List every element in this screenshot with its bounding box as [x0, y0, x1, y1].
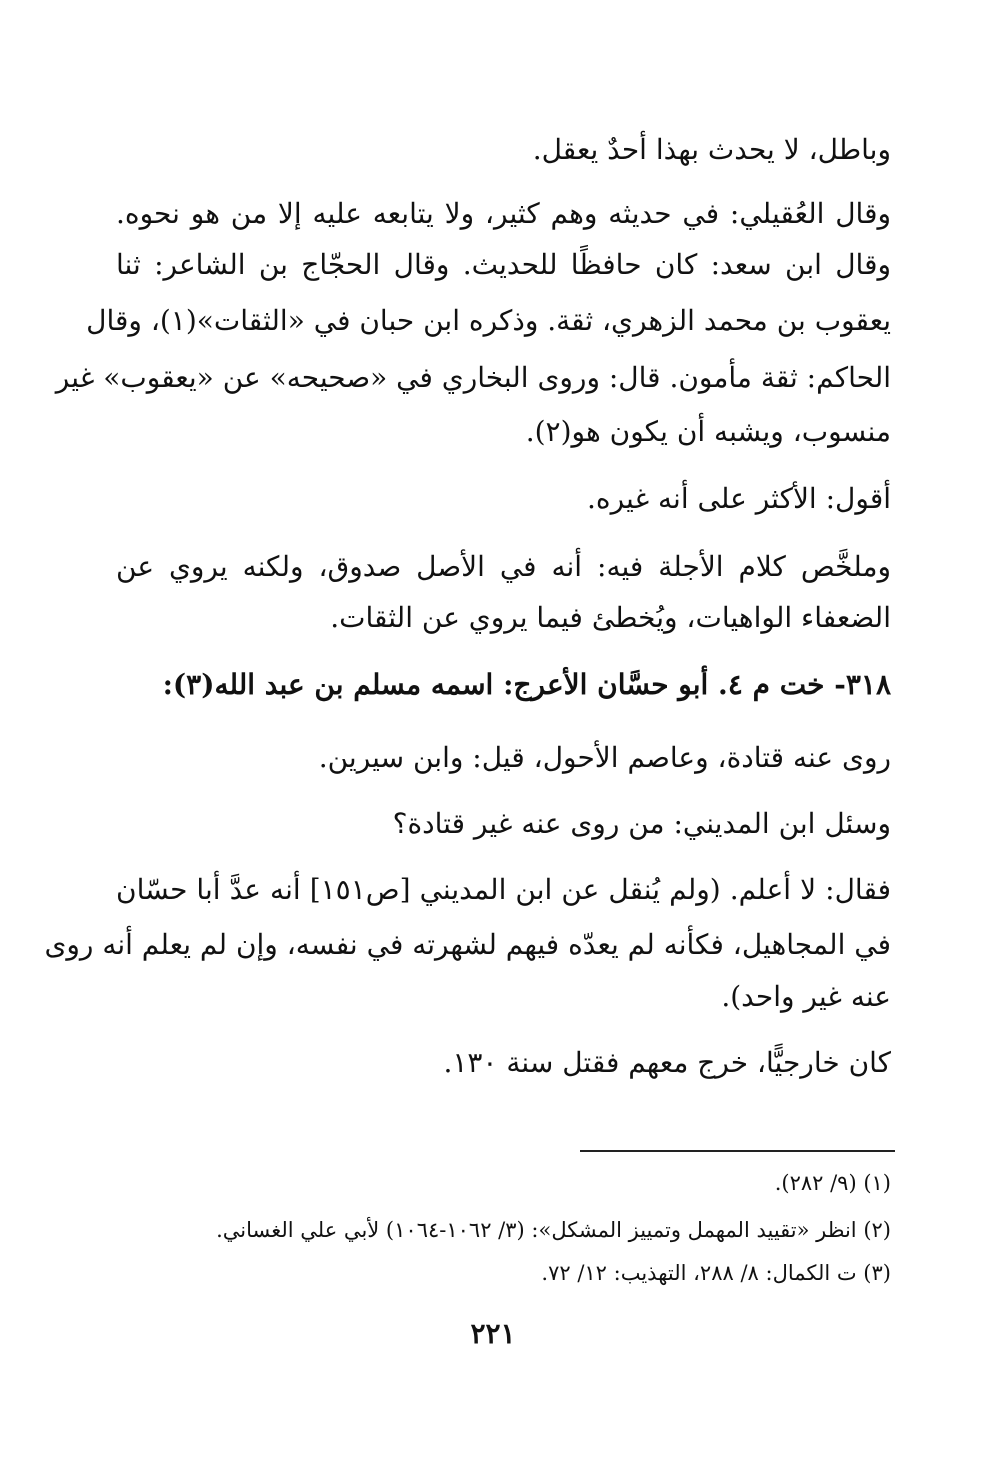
footnote-1: (١) (٩/ ٢٨٢). [774, 1171, 891, 1195]
entry-heading: ٣١٨- خت م ٤. أبو حسَّان الأعرج: اسمه مسلم بن عبد الله(٣): [162, 668, 891, 701]
text-line-14: في المجاهيل، فكأنه لم يعدّه فيهم لشهرته في نفسه، وإن لم يعلم أنه روى [44, 928, 891, 961]
footnote-separator [580, 1150, 895, 1152]
text-line-5: الحاكم: ثقة مأمون. قال: وروى البخاري في «صحيحه» عن «يعقوب» غير [55, 361, 891, 394]
text-line-12: وسئل ابن المديني: من روى عنه غير قتادة؟ [392, 807, 891, 840]
text-line-4: يعقوب بن محمد الزهري، ثقة. وذكره ابن حبان في «الثقات»(١)، وقال [86, 304, 891, 337]
footnote-2: (٢) انظر «تقييد المهمل وتمييز المشكل»: (٣/ ١٠٦٢-١٠٦٤) لأبي علي الغساني. [216, 1218, 891, 1242]
text-line-3: وقال ابن سعد: كان حافظًا للحديث. وقال الحجّاج بن الشاعر: ثنا [116, 248, 891, 281]
text-line-2: وقال العُقيلي: في حديثه وهم كثير، ولا يتابعه عليه إلا من هو نحوه. [116, 197, 891, 230]
text-line-16: كان خارجيًّا، خرج معهم فقتل سنة ١٣٠. [443, 1046, 891, 1079]
text-line-8: وملخَّص كلام الأجلة فيه: أنه في الأصل صدوق، ولكنه يروي عن [116, 550, 891, 583]
text-line-15: عنه غير واحد). [721, 980, 891, 1013]
text-line-13: فقال: لا أعلم. (ولم يُنقل عن ابن المديني [ص١٥١] أنه عدَّ أبا حسّان [116, 873, 891, 906]
footnote-3: (٣) ت الكمال: ٨/ ٢٨٨، التهذيب: ١٢/ ٧٢. [541, 1261, 891, 1285]
text-line-9: الضعفاء الواهيات، ويُخطئ فيما يروي عن الثقات. [330, 601, 891, 634]
text-line-6: منسوب، ويشبه أن يكون هو(٢). [525, 415, 891, 448]
page-number: ٢٢١ [470, 1317, 516, 1350]
text-line-1: وباطل، لا يحدث بهذا أحدٌ يعقل. [532, 133, 891, 166]
text-line-11: روى عنه قتادة، وعاصم الأحول، قيل: وابن سيرين. [318, 741, 891, 774]
text-line-7: أقول: الأكثر على أنه غيره. [587, 482, 891, 515]
